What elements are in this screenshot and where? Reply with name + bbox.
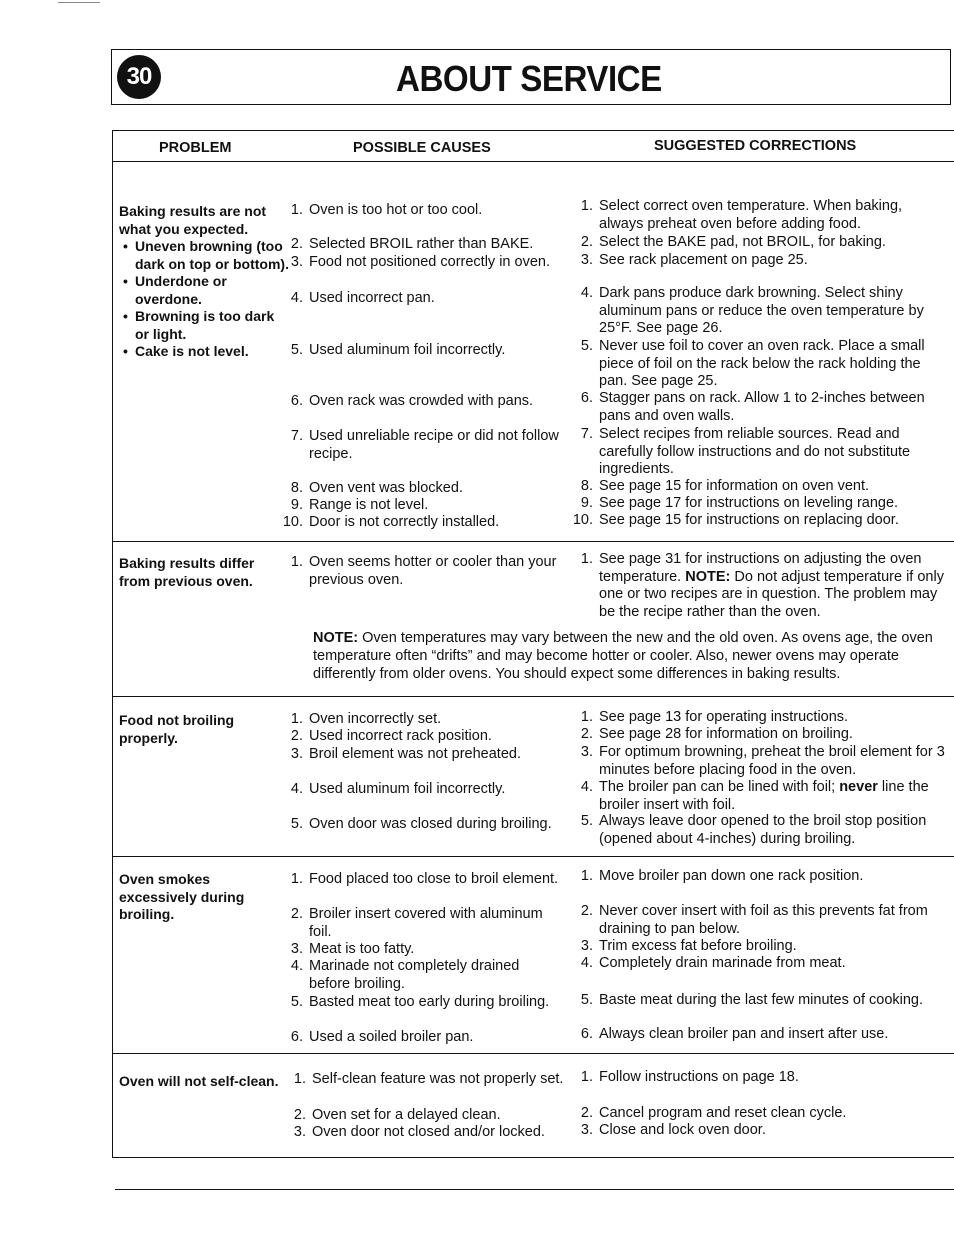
troubleshooting-table bbox=[112, 130, 954, 1158]
correction-item: 1. Follow instructions on page 18. bbox=[580, 1069, 799, 1085]
section-differ-from-previous bbox=[113, 542, 954, 697]
cause-item: 1. Food placed too close to broil element. bbox=[290, 871, 559, 887]
cause-item: 2. Oven set for a delayed clean. bbox=[293, 1107, 501, 1123]
correction-item: 4. Completely drain marinade from meat. bbox=[580, 955, 846, 971]
correction-item: 3. Trim excess fat before broiling. bbox=[580, 938, 797, 954]
correction-item: 8. See page 15 for information on oven vent. bbox=[580, 478, 870, 494]
correction-item: 3. For optimum browning, preheat the broil element for 3 minutes before placing food in the oven. bbox=[580, 744, 945, 778]
note-text: Oven temperatures may vary between the new and the old oven. As ovens age, the oven temperature often “drifts” and may become hotter or cooler. Also, newer ovens may operate differently from older ovens. You should expect some differences in baking results. bbox=[313, 630, 933, 682]
section-baking-results bbox=[113, 162, 954, 542]
section-food-not-broiling bbox=[113, 697, 954, 857]
problem-title: Oven will not self-clean. bbox=[119, 1073, 279, 1089]
cause-item: 3. Meat is too fatty. bbox=[290, 941, 415, 957]
correction-item: 10. See page 15 for instructions on replacing door. bbox=[572, 512, 899, 528]
cause-item: 7. Used unreliable recipe or did not follow recipe. bbox=[290, 428, 559, 462]
correction-item: 6. Stagger pans on rack. Allow 1 to 2-inches between pans and oven walls. bbox=[580, 390, 925, 424]
cause-item: 6. Used a soiled broiler pan. bbox=[290, 1029, 474, 1045]
column-header-corrections: SUGGESTED CORRECTIONS bbox=[654, 138, 857, 154]
correction-item: 6. Always clean broiler pan and insert after use. bbox=[580, 1026, 889, 1042]
problem-cell bbox=[119, 203, 289, 361]
correction-item: 5. Baste meat during the last few minutes of cooking. bbox=[580, 992, 924, 1008]
column-header-causes: POSSIBLE CAUSES bbox=[353, 140, 491, 156]
note-label: NOTE: bbox=[313, 630, 359, 646]
cause-item: 2. Broiler insert covered with aluminum foil. bbox=[290, 906, 543, 940]
cause-item: 1. Oven incorrectly set. bbox=[290, 711, 442, 727]
problem-bullet: • Browning is too dark or light. bbox=[119, 308, 289, 343]
cause-item: 3. Food not positioned correctly in oven. bbox=[290, 254, 550, 270]
problem-title: Food not broiling properly. bbox=[119, 712, 235, 746]
cause-item: 6. Oven rack was crowded with pans. bbox=[290, 393, 534, 409]
cause-item: 5. Basted meat too early during broiling. bbox=[290, 994, 550, 1010]
footer-rule bbox=[115, 1189, 954, 1190]
problem-bullet: • Underdone or overdone. bbox=[119, 273, 289, 308]
correction-item: 3. Close and lock oven door. bbox=[580, 1122, 766, 1138]
cause-item: 8. Oven vent was blocked. bbox=[290, 480, 463, 496]
cause-item: 5. Used aluminum foil incorrectly. bbox=[290, 342, 506, 358]
correction-item: 2. Select the BAKE pad, not BROIL, for baking. bbox=[580, 234, 886, 250]
problem-title: Baking results differ from previous oven. bbox=[119, 555, 255, 589]
correction-item: 1. See page 13 for operating instructions. bbox=[580, 709, 849, 725]
correction-item: 5. Always leave door opened to the broil stop position (opened about 4-inches) during broiling. bbox=[580, 813, 927, 847]
correction-item: 2. Never cover insert with foil as this prevents fat from draining to pan below. bbox=[580, 903, 928, 937]
table-header bbox=[113, 131, 954, 162]
correction-item: 7. Select recipes from reliable sources. Read and carefully follow instructions and do not substitute ingredients. bbox=[580, 426, 911, 477]
cause-item: 4. Used aluminum foil incorrectly. bbox=[290, 781, 506, 797]
problem-cell bbox=[119, 712, 289, 747]
correction-item: 1. Move broiler pan down one rack position. bbox=[580, 868, 864, 884]
cause-item: 3. Oven door not closed and/or locked. bbox=[293, 1124, 545, 1140]
correction-item: 3. See rack placement on page 25. bbox=[580, 252, 808, 268]
problem-title: Oven smokes excessively during broiling. bbox=[119, 871, 245, 922]
cause-item: 4. Used incorrect pan. bbox=[290, 290, 435, 306]
section-self-clean bbox=[113, 1054, 954, 1158]
correction-item: 4. Dark pans produce dark browning. Select shiny aluminum pans or reduce the oven temperature by 25°F. See page 26. bbox=[580, 285, 924, 336]
correction-item: 2. See page 28 for information on broiling. bbox=[580, 726, 853, 742]
problem-bullet: • Uneven browning (too dark on top or bottom). bbox=[119, 238, 289, 273]
problem-title: Baking results are not what you expected. bbox=[119, 203, 267, 237]
correction-item: 5. Never use foil to cover an oven rack. Place a small piece of foil on the rack below the rack holding the pan. See page 25. bbox=[580, 338, 925, 389]
cause-item: 2. Selected BROIL rather than BAKE. bbox=[290, 236, 534, 252]
correction-item: 1. Select correct oven temperature. When baking, always preheat oven before adding food. bbox=[580, 198, 903, 232]
correction-item: 4. The broiler pan can be lined with foil; never line the broiler insert with foil. bbox=[580, 779, 929, 813]
page-header bbox=[111, 49, 951, 105]
cause-item: 10. Door is not correctly installed. bbox=[282, 514, 500, 530]
problem-cell bbox=[119, 871, 289, 924]
problem-bullet: • Cake is not level. bbox=[119, 343, 289, 361]
correction-item: 9. See page 17 for instructions on leveling range. bbox=[580, 495, 899, 511]
problem-cell bbox=[119, 1073, 289, 1091]
section-oven-smokes bbox=[113, 857, 954, 1054]
correction-item: 2. Cancel program and reset clean cycle. bbox=[580, 1105, 847, 1121]
note-block bbox=[313, 629, 953, 683]
cause-item: 1. Oven is too hot or too cool. bbox=[290, 202, 483, 218]
cause-item: 3. Broil element was not preheated. bbox=[290, 746, 521, 762]
cause-item: 9. Range is not level. bbox=[290, 497, 429, 513]
cause-item: 1. Self-clean feature was not properly set. bbox=[293, 1071, 564, 1087]
problem-cell bbox=[119, 555, 289, 590]
corner-mark bbox=[58, 2, 100, 3]
problem-bullets bbox=[119, 238, 289, 361]
cause-item: 1. Oven seems hotter or cooler than your previous oven. bbox=[290, 554, 557, 588]
page-title: ABOUT SERVICE bbox=[396, 58, 662, 99]
page-number-badge: 30 bbox=[117, 55, 161, 99]
cause-item: 4. Marinade not completely drained before broiling. bbox=[290, 958, 520, 992]
correction-item: 1. See page 31 for instructions on adjusting the oven temperature. NOTE: Do not adjust temperature if only one or two recipes are in question. The problem may be the recipe rather than the oven. bbox=[580, 551, 944, 620]
column-header-problem: PROBLEM bbox=[159, 140, 232, 156]
cause-item: 2. Used incorrect rack position. bbox=[290, 728, 492, 744]
cause-item: 5. Oven door was closed during broiling. bbox=[290, 816, 552, 832]
